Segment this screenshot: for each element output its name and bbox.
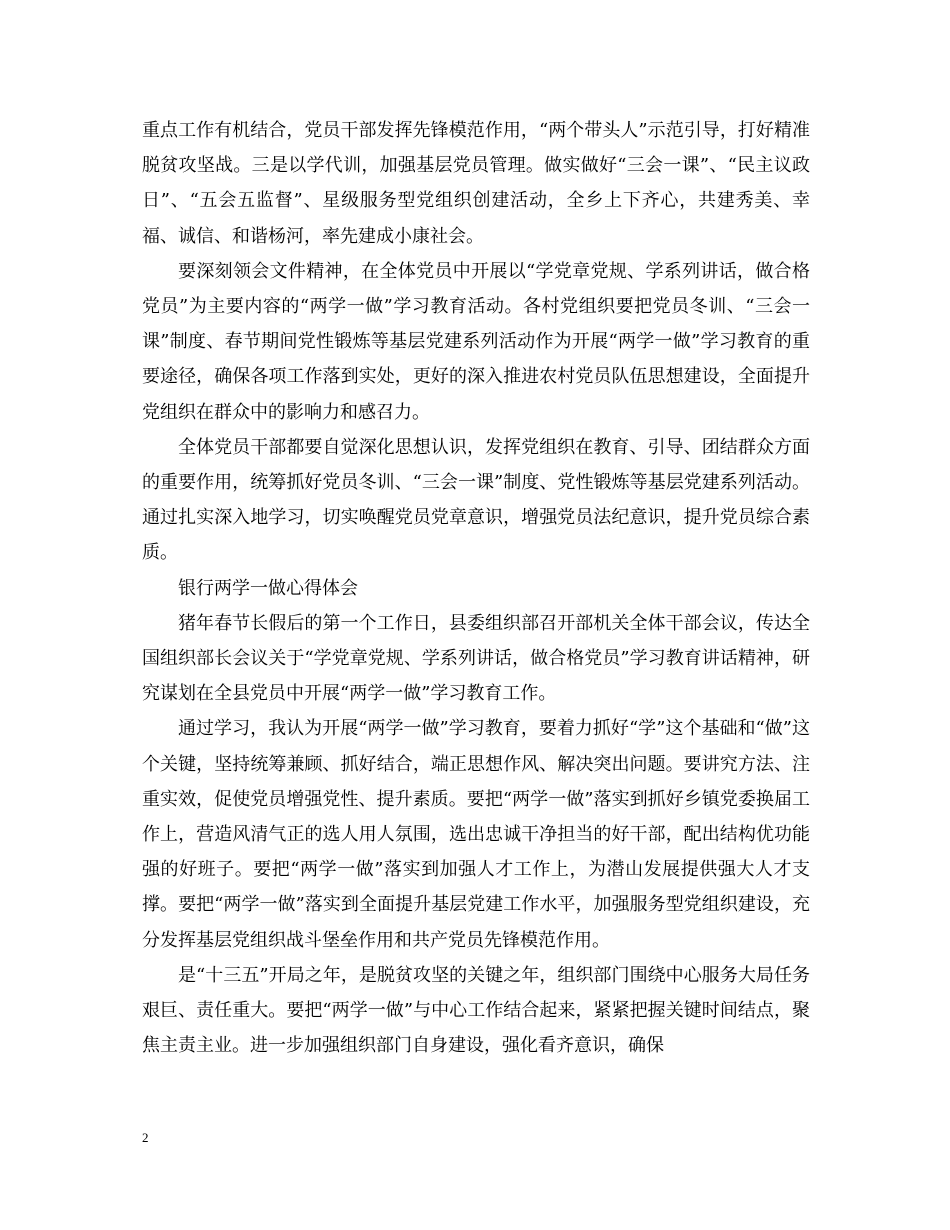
paragraph-6: 是“十三五”开局之年，是脱贫攻坚的关键之年，组织部门围绕中心服务大局任务艰巨、责任重大。要把“两学一做”与中心工作结合起来，紧紧把握关键时间结点，聚焦主责主业。进一步加强组织部门自身建设，强化看齐意识，确保	[142, 964, 810, 1057]
paragraph-1: 重点工作有机结合，党员干部发挥先锋模范作用，“两个带头人”示范引导，打好精准脱贫攻坚战。三是以学代训，加强基层党员管理。做实做好“三会一课”、“民主议政日”、“五会五监督”、星级服务型党组织创建活动，全乡上下齐心，共建秀美、幸福、诚信、和谐杨河，率先建成小康社会。	[142, 120, 810, 247]
section-heading: 银行两学一做心得体会	[178, 577, 358, 599]
paragraph-3: 全体党员干部都要自觉深化思想认识，发挥党组织在教育、引导、团结群众方面的重要作用，统筹抓好党员冬训、“三会一课”制度、党性锻炼等基层党建系列活动。通过扎实深入地学习，切实唤醒党员党章意识，增强党员法纪意识，提升党员综合素质。	[142, 436, 810, 564]
paragraph-5: 通过学习，我认为开展“两学一做”学习教育，要着力抓好“学”这个基础和“做”这个关键，坚持统筹兼顾、抓好结合，端正思想作风、解决突出问题。要讲究方法、注重实效，促使党员增强党性、提升素质。要把“两学一做”落实到抓好乡镇党委换届工作上，营造风清气正的选人用人氛围，选出忠诚干净担当的好干部，配出结构优功能强的好班子。要把“两学一做”落实到加强人才工作上，为潜山发展提供强大人才支撑。要把“两学一做”落实到全面提升基层党建工作水平，加强服务型党组织建设，充分发挥基层党组织战斗堡垒作用和共产党员先锋模范作用。	[142, 718, 810, 951]
page-number: 2	[142, 1130, 149, 1145]
paragraph-4: 猪年春节长假后的第一个工作日，县委组织部召开部机关全体干部会议，传达全国组织部长会议关于“学党章党规、学系列讲话，做合格党员”学习教育讲话精神，研究谋划在全县党员中开展“两学一做”学习教育工作。	[142, 612, 810, 705]
paragraph-2: 要深刻领会文件精神，在全体党员中开展以“学党章党规、学系列讲话，做合格党员”为主要内容的“两学一做”学习教育活动。各村党组织要把党员冬训、“三会一课”制度、春节期间党性锻炼等基层党建系列活动作为开展“两学一做”学习教育的重要途径，确保各项工作落到实处，更好的深入推进农村党员队伍思想建设，全面提升党组织在群众中的影响力和感召力。	[142, 260, 810, 423]
document-body	[142, 113, 810, 1063]
